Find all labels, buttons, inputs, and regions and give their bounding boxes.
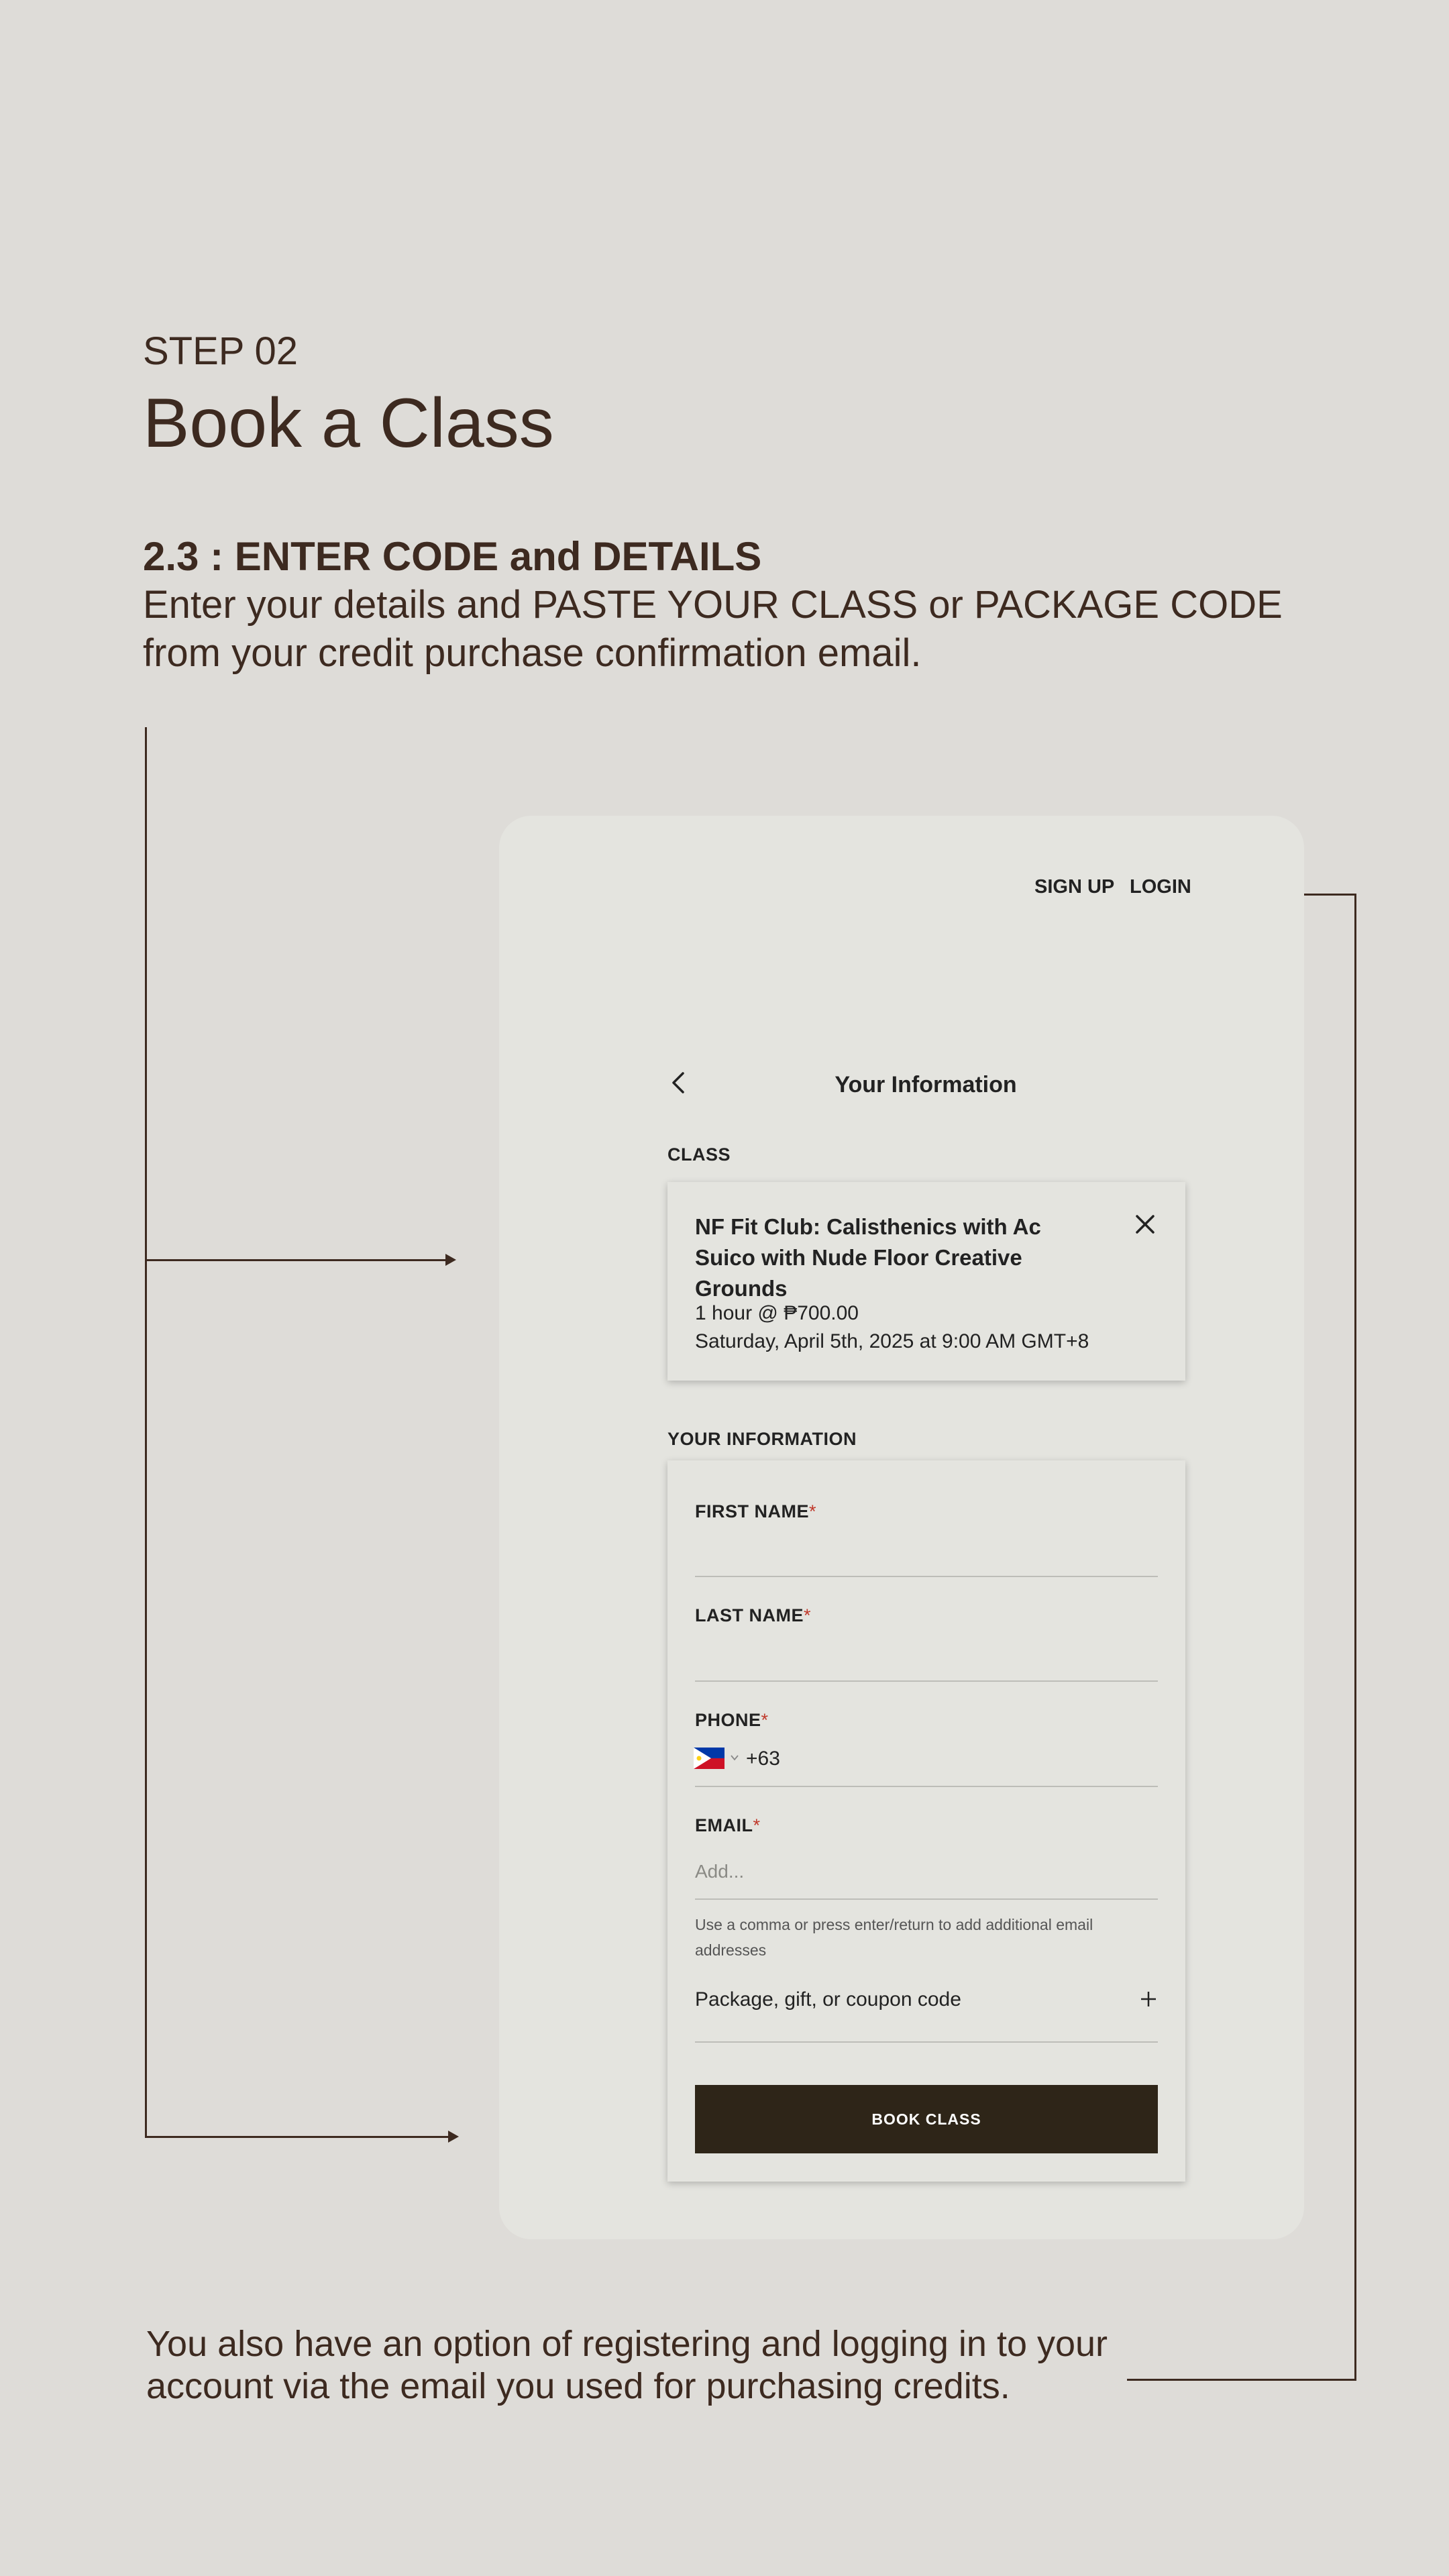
- first-name-underline: [695, 1576, 1158, 1577]
- phone-underline: [695, 1786, 1158, 1787]
- required-mark: *: [804, 1605, 812, 1625]
- book-class-button[interactable]: BOOK CLASS: [695, 2085, 1158, 2153]
- email-label-text: EMAIL: [695, 1815, 753, 1835]
- last-name-input[interactable]: [695, 1644, 1158, 1678]
- required-mark: *: [753, 1815, 761, 1835]
- coupon-code-toggle[interactable]: Package, gift, or coupon code: [695, 1988, 961, 2010]
- last-name-underline: [695, 1680, 1158, 1682]
- arrow-head-button: [448, 2131, 459, 2143]
- section-title: 2.3 : ENTER CODE and DETAILS: [143, 534, 762, 579]
- required-mark: *: [761, 1710, 769, 1730]
- connector-arrow-to-button: [145, 2136, 451, 2138]
- step-label: STEP 02: [143, 329, 299, 373]
- login-link[interactable]: LOGIN: [1130, 876, 1191, 898]
- last-name-label-text: LAST NAME: [695, 1605, 804, 1625]
- email-help-text: Use a comma or press enter/return to add additional email addresses: [695, 1916, 1093, 1959]
- arrow-head-class: [445, 1254, 456, 1266]
- back-chevron-icon[interactable]: [667, 1071, 691, 1095]
- last-name-label: [695, 1605, 811, 1626]
- connector-to-footer: [1127, 2379, 1356, 2381]
- email-underline: [695, 1898, 1158, 1900]
- phone-label-text: PHONE: [695, 1710, 761, 1730]
- first-name-input[interactable]: [695, 1540, 1158, 1573]
- class-price: 1 hour @ ₱700.00: [695, 1302, 859, 1324]
- signup-link[interactable]: SIGN UP: [1034, 876, 1115, 898]
- your-information-section-label: YOUR INFORMATION: [667, 1429, 857, 1449]
- class-section-label: CLASS: [667, 1144, 731, 1165]
- connector-arrow-to-class: [145, 1259, 448, 1261]
- philippines-flag-icon[interactable]: [694, 1748, 724, 1769]
- footer-note: You also have an option of registering and logging in to your account via the email you used for purchasing credits.: [146, 2324, 1108, 2406]
- coupon-underline: [695, 2041, 1158, 2043]
- class-name: NF Fit Club: Calisthenics with Ac Suico with Nude Floor Creative Grounds: [695, 1214, 1041, 1301]
- section-description: Enter your details and PASTE YOUR CLASS or PACKAGE CODE from your credit purchase confirmation email.: [143, 583, 1283, 675]
- first-name-label: [695, 1501, 816, 1522]
- email-input[interactable]: [695, 1855, 1158, 1888]
- first-name-label-text: FIRST NAME: [695, 1501, 809, 1521]
- phone-label: [695, 1710, 769, 1731]
- phone-country-code[interactable]: +63: [746, 1748, 780, 1770]
- connector-vertical-right: [1354, 894, 1356, 2381]
- connector-vertical-left: [145, 727, 147, 2138]
- email-label: [695, 1815, 761, 1836]
- plus-icon[interactable]: [1139, 1990, 1158, 2008]
- required-mark: *: [809, 1501, 817, 1521]
- close-icon[interactable]: [1134, 1213, 1157, 1236]
- chevron-down-icon[interactable]: [730, 1753, 739, 1762]
- class-date: Saturday, April 5th, 2025 at 9:00 AM GMT+8: [695, 1330, 1089, 1352]
- page-title: Book a Class: [143, 384, 554, 462]
- your-information-title: Your Information: [835, 1072, 1017, 1097]
